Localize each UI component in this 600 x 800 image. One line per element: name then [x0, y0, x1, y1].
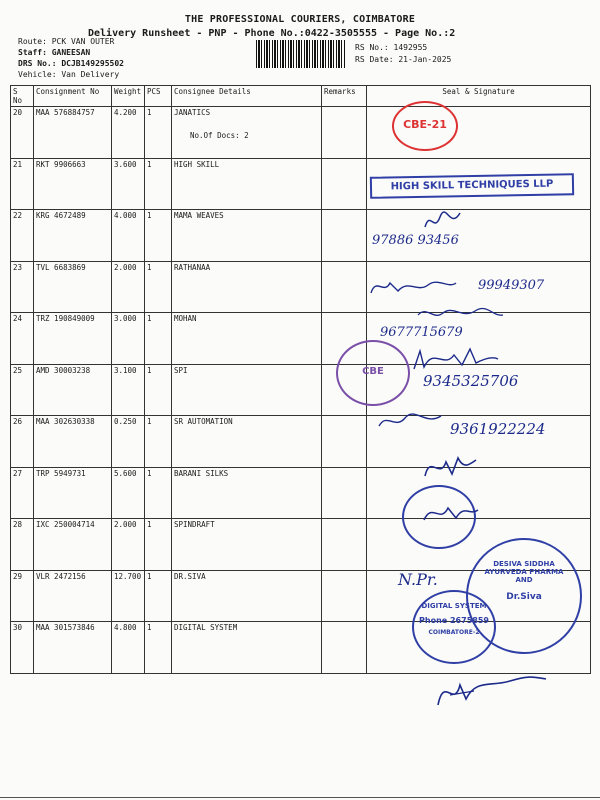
digital-stamp-name: DIGITAL SYSTEM	[421, 602, 487, 610]
signature-scribble	[368, 275, 458, 297]
cbe-stamp: CBE	[336, 340, 410, 406]
cell-pcs: 1	[145, 158, 172, 210]
cell-consignment: TVL 6683869	[34, 261, 112, 313]
rs-number: RS No.: 1492955	[355, 43, 428, 52]
cell-consignment: TRZ 190849009	[34, 313, 112, 365]
col-sno: S No	[11, 86, 34, 107]
cell-remarks	[322, 416, 367, 468]
cell-weight: 3.000	[112, 313, 145, 365]
cell-remarks	[322, 158, 367, 210]
signature-scribble	[420, 205, 470, 235]
cell-remarks	[322, 622, 367, 674]
cell-sno: 22	[11, 210, 34, 262]
cell-pcs: 1	[145, 467, 172, 519]
cell-consignment: TRP 5949731	[34, 467, 112, 519]
cell-pcs: 1	[145, 622, 172, 674]
cell-consignment: KRG 4672489	[34, 210, 112, 262]
col-consignee: Consignee Details	[172, 86, 322, 107]
signature-scribble	[375, 408, 445, 432]
col-remarks: Remarks	[322, 86, 367, 107]
cell-remarks	[322, 107, 367, 159]
cell-consignee: MAMA WEAVES	[172, 210, 322, 262]
cell-pcs: 1	[145, 210, 172, 262]
cell-weight: 4.000	[112, 210, 145, 262]
barcode	[256, 40, 346, 68]
cell-pcs: 1	[145, 416, 172, 468]
table-row	[11, 210, 591, 262]
cell-consignee: MOHAN	[172, 313, 322, 365]
cell-weight: 3.600	[112, 158, 145, 210]
signature-scribble	[415, 303, 505, 325]
cell-consignment: MAA 302630338	[34, 416, 112, 468]
handwritten-phone: 9677715679	[380, 325, 463, 340]
cell-weight: 12.700	[112, 570, 145, 622]
docs-count: No.Of Docs: 2	[190, 131, 249, 140]
handwritten-phone: 9361922224	[450, 420, 546, 438]
cell-remarks	[322, 467, 367, 519]
cell-sno: 27	[11, 467, 34, 519]
cell-sno: 24	[11, 313, 34, 365]
cell-pcs: 1	[145, 261, 172, 313]
cell-sno: 28	[11, 519, 34, 571]
consignee-name: JANATICS	[174, 108, 211, 117]
cell-consignment: MAA 301573846	[34, 622, 112, 674]
table-row	[11, 107, 591, 159]
digital-stamp-city: COIMBATORE-2	[428, 629, 480, 636]
cell-remarks	[322, 210, 367, 262]
final-signature	[430, 665, 550, 715]
handwritten-phone: 9345325706	[423, 372, 519, 390]
cell-sno: 30	[11, 622, 34, 674]
siddha-stamp-inner: Dr.Siva	[506, 592, 542, 602]
cell-remarks	[322, 570, 367, 622]
cell-consignee: SR AUTOMATION	[172, 416, 322, 468]
cell-remarks	[322, 519, 367, 571]
runsheet-subtitle: Delivery Runsheet - PNP - Phone No.:0422-3505555 - Page No.:2	[88, 28, 456, 39]
cell-weight: 2.000	[112, 261, 145, 313]
col-weight: Weight	[112, 86, 145, 107]
signature-scribble	[420, 498, 480, 528]
cell-sno: 23	[11, 261, 34, 313]
col-pcs: PCS	[145, 86, 172, 107]
cell-pcs: 1	[145, 313, 172, 365]
cell-consignment: MAA 576884757	[34, 107, 112, 159]
cell-pcs: 1	[145, 570, 172, 622]
cbe21-stamp: CBE-21	[392, 101, 458, 151]
cell-consignee: SPI	[172, 364, 322, 416]
table-header-row	[11, 86, 591, 107]
signer-initials: N.Pr.	[398, 570, 438, 589]
cell-consignee: RATHANAA	[172, 261, 322, 313]
cell-weight: 4.800	[112, 622, 145, 674]
highskill-stamp: HIGH SKILL TECHNIQUES LLP	[370, 173, 574, 199]
handwritten-phone: 97886 93456	[372, 233, 459, 248]
siddha-stamp-text: DESIVA SIDDHA AYURVEDA PHARMA AND	[484, 560, 564, 584]
cell-pcs: 1	[145, 107, 172, 159]
company-title: THE PROFESSIONAL COURIERS, COIMBATORE	[184, 14, 416, 25]
cell-consignment: IXC 250004714	[34, 519, 112, 571]
route-label: Route: PCK VAN OUTER	[18, 37, 115, 46]
digital-stamp-phone: Phone 2675859	[419, 616, 489, 625]
cell-remarks	[322, 261, 367, 313]
cell-consignment: VLR 2472156	[34, 570, 112, 622]
staff-label: Staff: GANEESAN	[18, 48, 91, 57]
cell-consignee: SPINDRAFT	[172, 519, 322, 571]
cell-consignment: AMD 30003238	[34, 364, 112, 416]
cell-consignee: DIGITAL SYSTEM	[172, 622, 322, 674]
page-bottom-line	[0, 797, 600, 798]
handwritten-phone: 99949307	[478, 278, 545, 293]
cell-consignee	[172, 107, 322, 159]
cell-weight: 0.250	[112, 416, 145, 468]
cell-weight: 4.200	[112, 107, 145, 159]
cell-weight: 2.000	[112, 519, 145, 571]
col-seal: Seal & Signature	[367, 86, 591, 107]
cell-consignee: HIGH SKILL	[172, 158, 322, 210]
cell-sno: 26	[11, 416, 34, 468]
cell-pcs: 1	[145, 364, 172, 416]
cell-consignee: BARANI SILKS	[172, 467, 322, 519]
cell-sno: 21	[11, 158, 34, 210]
cell-pcs: 1	[145, 519, 172, 571]
cell-sno: 29	[11, 570, 34, 622]
cell-weight: 5.600	[112, 467, 145, 519]
vehicle-label: Vehicle: Van Delivery	[18, 70, 120, 79]
cell-sno: 20	[11, 107, 34, 159]
drs-number: DRS No.: DCJB149295502	[18, 59, 124, 68]
cell-weight: 3.100	[112, 364, 145, 416]
cell-consignee: DR.SIVA	[172, 570, 322, 622]
cell-consignment: RKT 9906663	[34, 158, 112, 210]
signature-scribble	[410, 345, 500, 373]
rs-date: RS Date: 21-Jan-2025	[355, 55, 452, 64]
signature-scribble	[420, 450, 480, 484]
col-consignment: Consignment No	[34, 86, 112, 107]
digital-system-stamp	[412, 590, 496, 664]
table-row	[11, 467, 591, 519]
cell-sno: 25	[11, 364, 34, 416]
